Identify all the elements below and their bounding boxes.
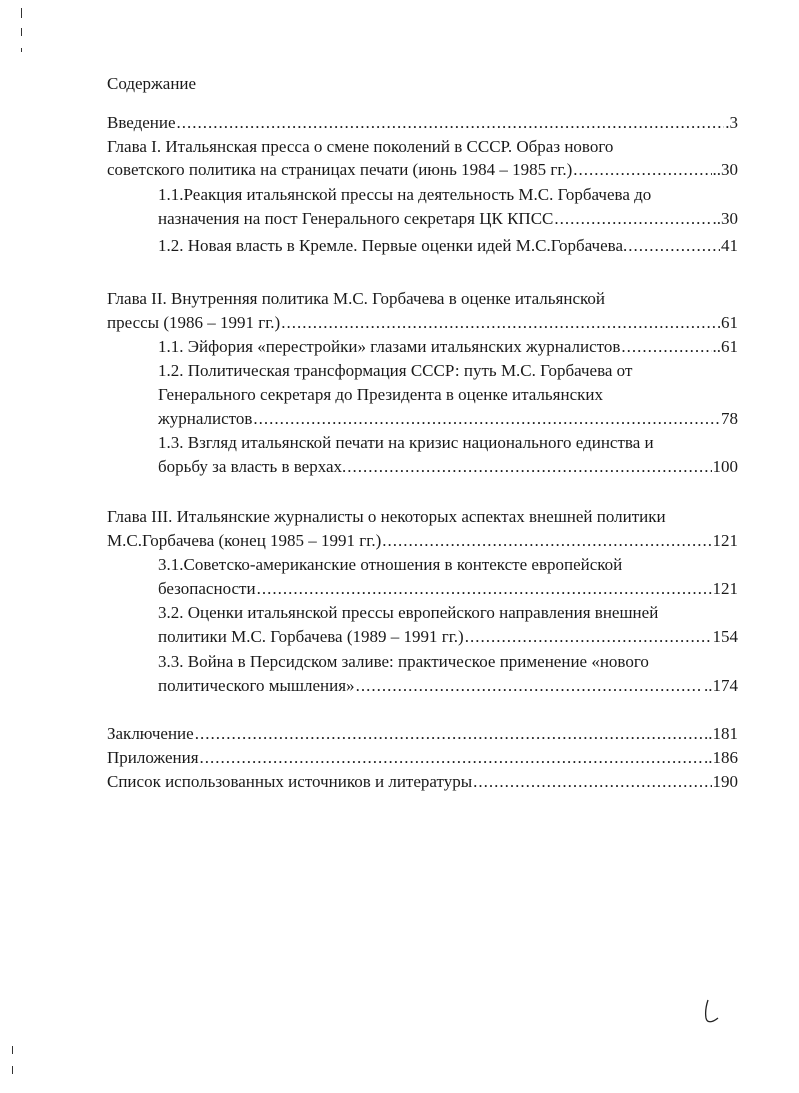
toc-entry-intro[interactable]: Введение ..... .3 (107, 112, 738, 134)
toc-entry-3-3-cont[interactable]: политического мышления» ..... ..174 (158, 675, 738, 697)
toc-entry-3-1-cont[interactable]: безопасности ..... 121 (158, 578, 738, 600)
toc-entry-2-3[interactable]: 1.3. Взгляд итальянской печати на кризис национального единства и (158, 433, 654, 452)
scan-mark (21, 28, 22, 36)
toc-heading: Содержание (107, 74, 197, 93)
toc-entry-chapter3[interactable]: Глава III. Итальянские журналисты о некоторых аспектах внешней политики (107, 507, 666, 526)
toc-entry-2-1[interactable]: 1.1. Эйфория «перестройки» глазами итальянских журналистов ..... ..61 (158, 336, 738, 358)
toc-entry-chapter3-cont[interactable]: М.С.Горбачева (конец 1985 – 1991 гг.) ..... 121 (107, 530, 738, 552)
toc-entry-2-3-cont[interactable]: борьбу за власть в верхах. ..... 100 (158, 456, 738, 478)
toc-entry-3-3[interactable]: 3.3. Война в Персидском заливе: практическое применение «нового (158, 652, 649, 671)
toc-entry-chapter2-cont[interactable]: прессы (1986 – 1991 гг.) ..... 61 (107, 312, 738, 334)
toc-entry-appendices[interactable]: Приложения ..... ..186 (107, 747, 738, 769)
toc-entry-chapter2[interactable]: Глава II. Внутренняя политика М.С. Горбачева в оценке итальянской (107, 289, 605, 308)
toc-entry-3-2[interactable]: 3.2. Оценки итальянской прессы европейского направления внешней (158, 603, 659, 622)
toc-entry-conclusion[interactable]: Заключение ..... ..181 (107, 723, 738, 745)
toc-entry-chapter1-cont[interactable]: советского политика на страницах печати (июнь 1984 – 1985 гг.) ..... ..30 (107, 159, 738, 181)
handwritten-mark (700, 998, 724, 1026)
toc-entry-2-2[interactable]: 1.2. Политическая трансформация СССР: путь М.С. Горбачева от (158, 361, 633, 380)
scan-mark (21, 8, 22, 18)
toc-entry-3-1[interactable]: 3.1.Советско-американские отношения в контексте европейской (158, 555, 623, 574)
scan-mark (12, 1046, 13, 1054)
toc-entry-1-1-cont[interactable]: назначения на пост Генерального секретаря ЦК КПСС ..... ..30 (158, 208, 738, 230)
toc-entry-3-2-cont[interactable]: политики М.С. Горбачева (1989 – 1991 гг.) ..... 154 (158, 626, 738, 648)
toc-entry-chapter1[interactable]: Глава I. Итальянская пресса о смене поколений в СССР. Образ нового (107, 137, 614, 156)
scan-mark (12, 1066, 13, 1074)
toc-entry-references[interactable]: Список использованных источников и литературы ..... 190 (107, 771, 738, 793)
toc-entry-1-1[interactable]: 1.1.Реакция итальянской прессы на деятельность М.С. Горбачева до (158, 185, 652, 204)
toc-entry-1-2[interactable]: 1.2. Новая власть в Кремле. Первые оценки идей М.С.Горбачева. ..... 41 (158, 235, 738, 257)
scan-mark (21, 48, 22, 52)
toc-entry-2-2-cont2[interactable]: журналистов ..... 78 (158, 408, 738, 430)
toc-entry-2-2-cont[interactable]: Генерального секретаря до Президента в оценке итальянских (158, 385, 604, 404)
